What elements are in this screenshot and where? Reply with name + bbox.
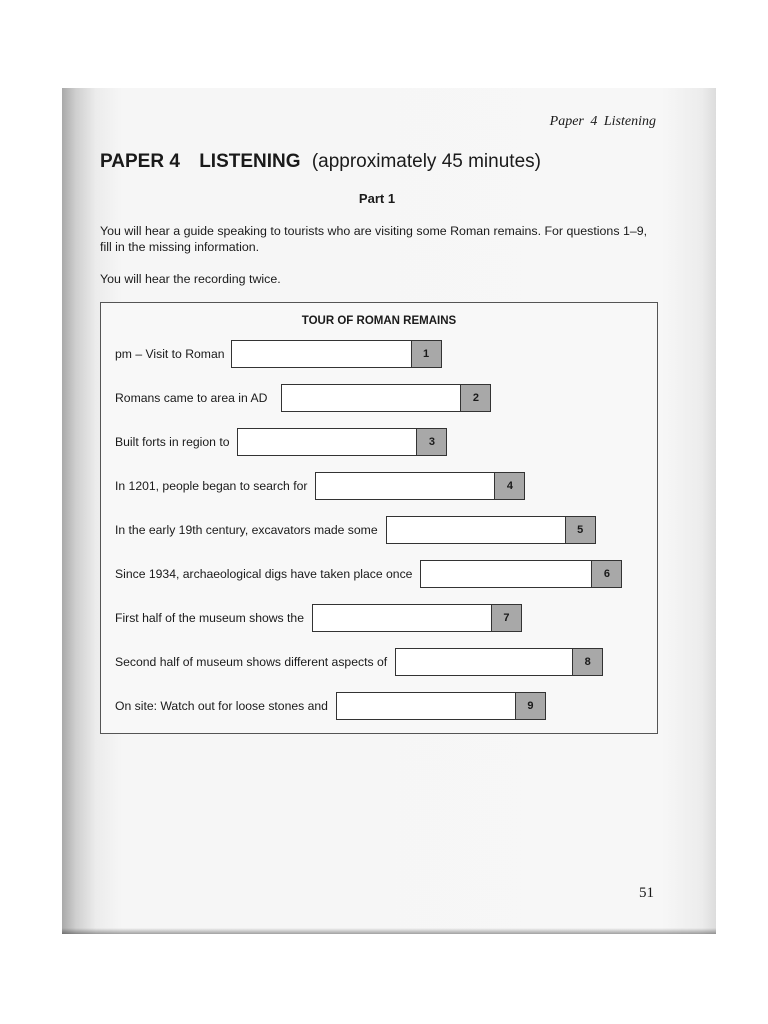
page-edge-shadow [62, 928, 716, 934]
question-row-8 [115, 647, 603, 677]
question-number: 5 [565, 516, 596, 544]
title-paper: PAPER 4 [100, 151, 180, 172]
question-number: 9 [515, 692, 546, 720]
instruction-text: You will hear the recording twice. [100, 272, 281, 286]
answer-box-1[interactable] [231, 340, 442, 368]
answer-box-2[interactable] [281, 384, 491, 412]
answer-box-8[interactable] [395, 648, 603, 676]
title-duration: (approximately 45 minutes) [311, 151, 541, 172]
answer-field[interactable] [281, 384, 460, 412]
question-label: Built forts in region to [115, 435, 230, 449]
question-label: Second half of museum shows different aspects of [115, 655, 388, 669]
question-label: In the early 19th century, excavators made some [115, 523, 378, 537]
question-number: 4 [494, 472, 525, 500]
answer-box-9[interactable] [336, 692, 546, 720]
answer-box-4[interactable] [315, 472, 525, 500]
answer-field[interactable] [315, 472, 494, 500]
question-row-7 [115, 603, 522, 633]
question-number: 7 [491, 604, 522, 632]
answer-field[interactable] [336, 692, 515, 720]
page-number: 51 [639, 885, 654, 901]
question-row-2 [115, 383, 491, 413]
question-number: 8 [572, 648, 603, 676]
question-number: 1 [411, 340, 442, 368]
question-row-1 [115, 339, 442, 369]
form-title: TOUR OF ROMAN REMAINS [301, 315, 457, 327]
running-head: Paper 4 Listening [549, 114, 656, 129]
title-section: LISTENING [199, 151, 301, 172]
answer-box-7[interactable] [312, 604, 522, 632]
answer-box-6[interactable] [420, 560, 622, 588]
book-page [62, 88, 716, 934]
question-label: On site: Watch out for loose stones and [115, 699, 328, 713]
question-number: 6 [591, 560, 622, 588]
question-label: Romans came to area in AD [115, 391, 268, 405]
part-heading: Part 1 [358, 191, 396, 206]
question-row-3 [115, 427, 447, 457]
instruction-text: You will hear a guide speaking to tourists who are visiting some Roman remains. For questions 1–9, fill in the missing information. [100, 224, 648, 254]
question-label: Since 1934, archaeological digs have taken place once [115, 567, 413, 581]
question-row-6 [115, 559, 622, 589]
question-form [100, 302, 658, 734]
answer-field[interactable] [395, 648, 572, 676]
question-row-4 [115, 471, 525, 501]
question-label: pm – Visit to Roman [115, 347, 225, 361]
answer-field[interactable] [237, 428, 416, 456]
question-number: 3 [416, 428, 447, 456]
answer-box-3[interactable] [237, 428, 447, 456]
question-number: 2 [460, 384, 491, 412]
answer-field[interactable] [420, 560, 591, 588]
answer-field[interactable] [312, 604, 491, 632]
question-label: First half of the museum shows the [115, 611, 304, 625]
page-title [100, 151, 541, 173]
question-row-9 [115, 691, 546, 721]
answer-box-5[interactable] [386, 516, 596, 544]
question-label: In 1201, people began to search for [115, 479, 308, 493]
answer-field[interactable] [231, 340, 411, 368]
question-row-5 [115, 515, 596, 545]
answer-field[interactable] [386, 516, 565, 544]
